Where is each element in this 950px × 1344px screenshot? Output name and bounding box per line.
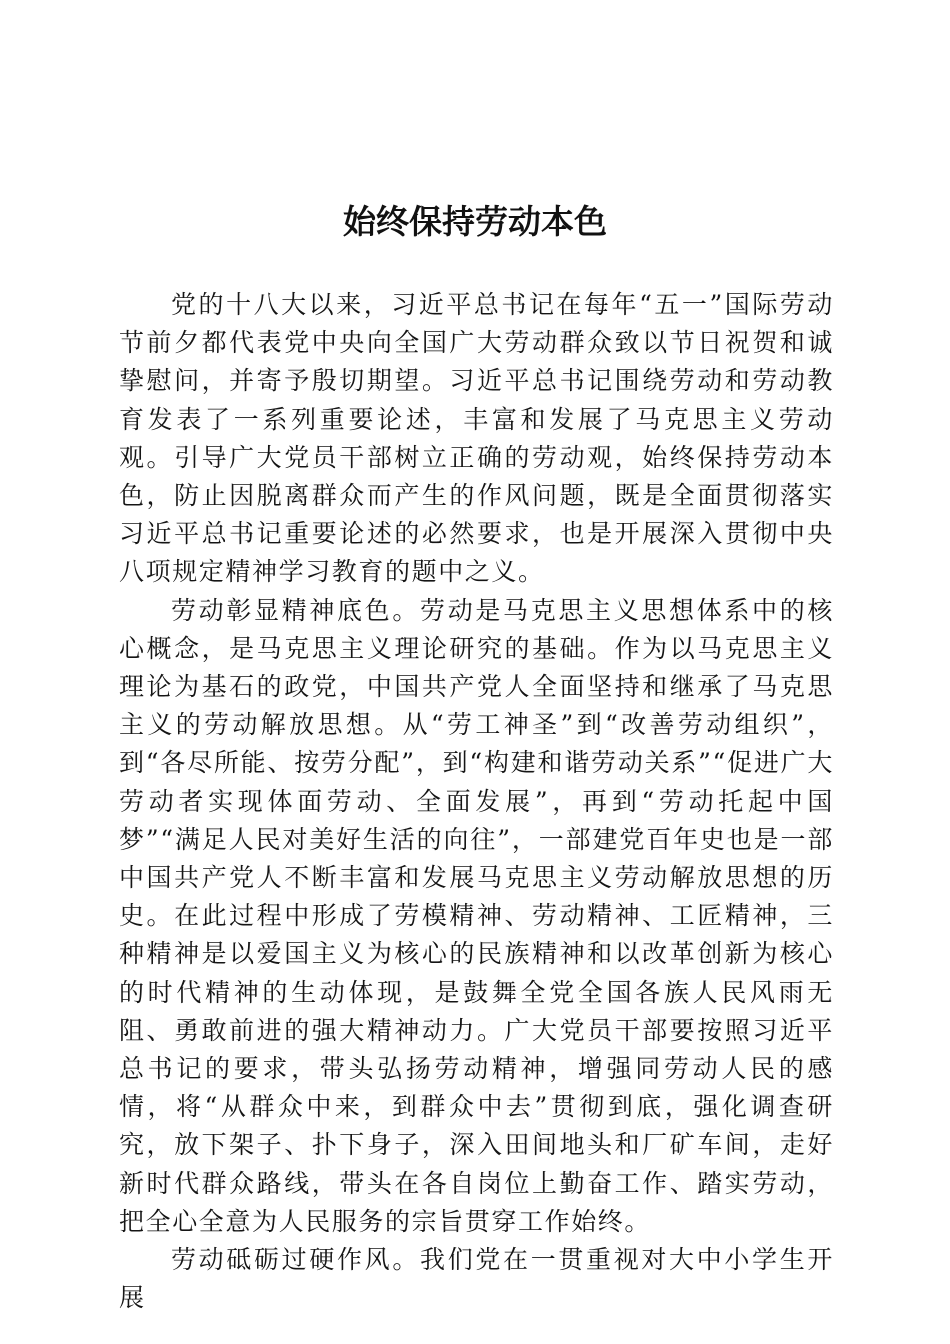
document-body: [119, 286, 834, 1317]
paragraph-3: 劳动砥砺过硬作风。我们党在一贯重视对大中小学生开展: [119, 1245, 834, 1313]
paragraph-1: 党的十八大以来，习近平总书记在每年“五一”国际劳动节前夕都代表党中央向全国广大劳动群众致以节日祝贺和诚挚慰问，并寄予殷切期望。习近平总书记围绕劳动和劳动教育发表了一系列重要论述，丰富和发展了马克思主义劳动观。引导广大党员干部树立正确的劳动观，始终保持劳动本色，防止因脱离群众而产生的作风问题，既是全面贯彻落实习近平总书记重要论述的必然要求，也是开展深入贯彻中央八项规定精神学习教育的题中之义。: [119, 290, 834, 587]
document-title: 始终保持劳动本色: [343, 202, 607, 241]
paragraph-2: 劳动彰显精神底色。劳动是马克思主义思想体系中的核心概念，是马克思主义理论研究的基础。作为以马克思主义理论为基石的政党，中国共产党人全面坚持和继承了马克思主义的劳动解放思想。从“劳工神圣”到“改善劳动组织”，到“各尽所能、按劳分配”，到“构建和谐劳动关系”“促进广大劳动者实现体面劳动、全面发展”，再到“劳动托起中国梦”“满足人民对美好生活的向往”，一部建党百年史也是一部中国共产党人不断丰富和发展马克思主义劳动解放思想的历史。在此过程中形成了劳模精神、劳动精神、工匠精神，三种精神是以爱国主义为核心的民族精神和以改革创新为核心的时代精神的生动体现，是鼓舞全党全国各族人民风雨无阻、勇敢前进的强大精神动力。广大党员干部要按照习近平总书记的要求，带头弘扬劳动精神，增强同劳动人民的感情，将“从群众中来，到群众中去”贯彻到底，强化调查研究，放下架子、扑下身子，深入田间地头和厂矿车间，走好新时代群众路线，带头在各自岗位上勤奋工作、踏实劳动，把全心全意为人民服务的宗旨贯穿工作始终。: [119, 595, 834, 1236]
